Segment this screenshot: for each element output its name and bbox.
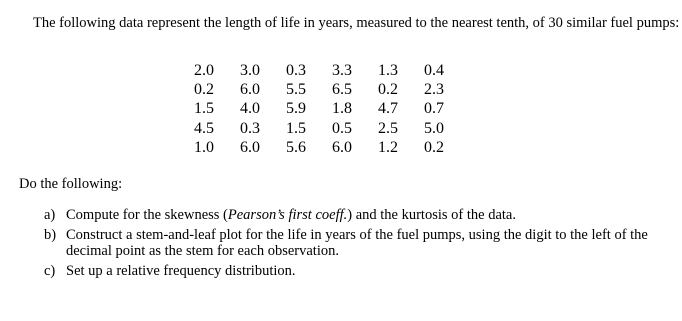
table-row — [194, 119, 454, 138]
data-cell: 0.3 — [240, 119, 260, 137]
data-cell: 1.5 — [286, 119, 306, 137]
data-cell: 0.2 — [424, 138, 444, 156]
task-letter: c) — [44, 262, 56, 279]
data-cell: 2.0 — [194, 62, 214, 79]
data-cell: 6.0 — [240, 81, 260, 99]
instructions-heading: Do the following: — [19, 176, 123, 192]
data-cell: 5.6 — [286, 138, 306, 156]
table-row — [194, 61, 454, 80]
data-cell: 4.0 — [240, 100, 260, 118]
data-cell: 0.5 — [332, 119, 352, 137]
table-row — [194, 138, 454, 157]
data-cell: 5.9 — [286, 100, 306, 118]
task-list — [44, 207, 654, 282]
task-text-emphasis: Pearson’s first coeff. — [227, 207, 348, 223]
task-item-b — [44, 227, 654, 260]
data-cell: 4.5 — [194, 119, 214, 137]
table-row — [194, 99, 454, 118]
data-cell: 0.2 — [378, 81, 398, 99]
data-cell: 4.7 — [378, 100, 398, 118]
data-cell: 0.3 — [286, 62, 306, 79]
data-cell: 6.5 — [332, 81, 352, 99]
task-text-part: Compute for the skewness ( — [66, 207, 228, 223]
task-item-c — [44, 263, 654, 280]
task-text — [66, 207, 654, 224]
data-cell: 2.3 — [424, 81, 444, 99]
table-row — [194, 80, 454, 99]
fuel-pump-data-table — [194, 61, 454, 157]
data-cell: 1.5 — [194, 100, 214, 118]
task-text: Set up a relative frequency distribution. — [66, 262, 296, 279]
data-cell: 5.5 — [286, 81, 306, 99]
task-item-a — [44, 207, 654, 224]
problem-intro: The following data represent the length of life in years, measured to the nearest tenth, of 30 similar fuel pumps: — [33, 15, 680, 31]
data-cell: 0.2 — [194, 81, 214, 99]
data-cell: 3.0 — [240, 62, 260, 79]
data-cell: 1.8 — [332, 100, 352, 118]
data-cell: 2.5 — [378, 119, 398, 137]
data-cell: 6.0 — [240, 138, 260, 156]
task-letter: a) — [44, 207, 56, 223]
data-cell: 1.0 — [194, 138, 214, 156]
data-cell: 0.4 — [424, 62, 444, 79]
task-letter: b) — [44, 226, 57, 243]
task-text-part: ) and the kurtosis of the data. — [347, 207, 516, 223]
data-cell: 1.2 — [378, 138, 398, 156]
data-cell: 3.3 — [332, 62, 352, 79]
task-text: Construct a stem-and-leaf plot for the life in years of the fuel pumps, using the digit to the left of the decimal point as the stem for each observation. — [66, 226, 648, 259]
data-cell: 1.3 — [378, 62, 398, 79]
data-cell: 5.0 — [424, 119, 444, 137]
data-cell: 0.7 — [424, 100, 444, 118]
data-cell: 6.0 — [332, 138, 352, 156]
